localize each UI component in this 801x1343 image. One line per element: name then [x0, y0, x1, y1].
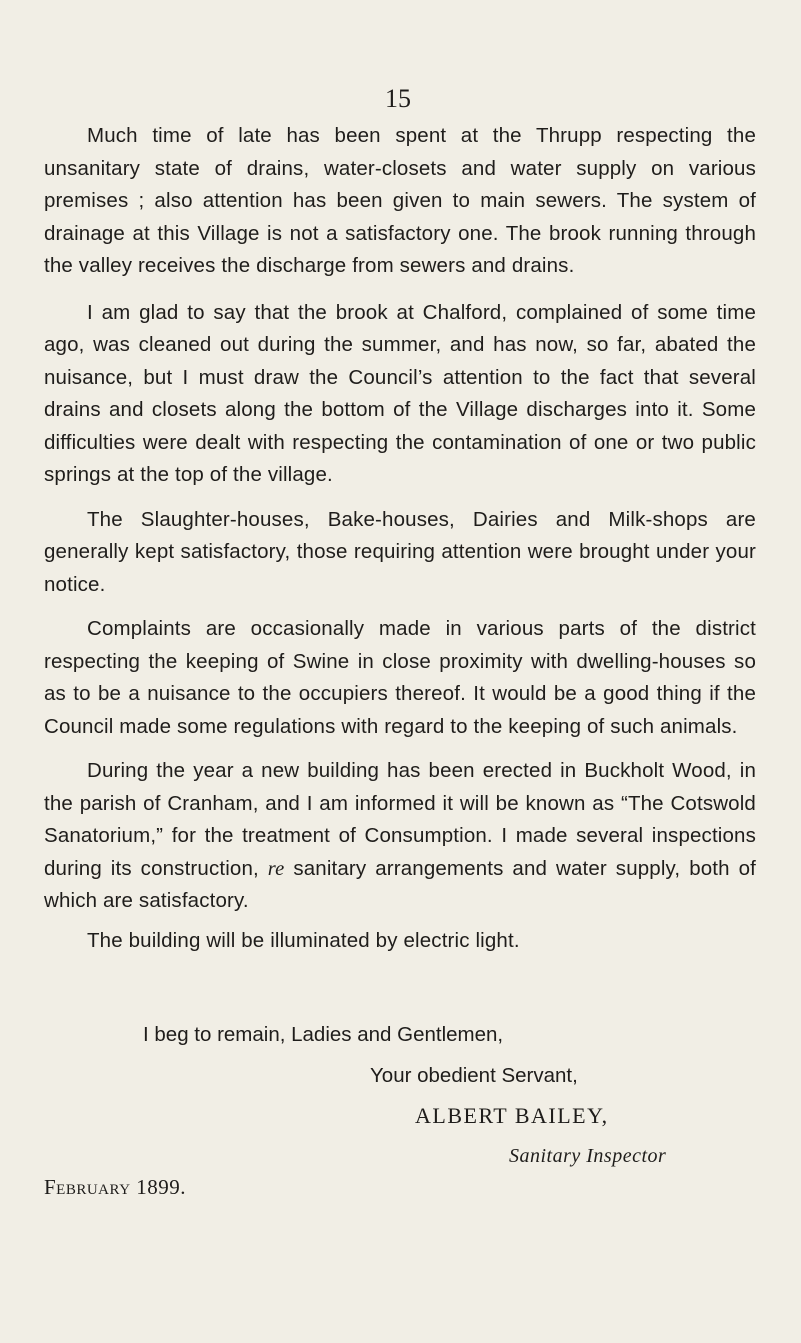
paragraph-electric-light: The building will be illuminated by electric light. — [87, 928, 520, 952]
paragraph-thrupp-drainage: Much time of late has been spent at the Thrupp respecting the unsanitary state of drains, water-closets and water supply on various premises ; also attention has been given to main sewers. The system of drainage at this Village is not a satisfactory one. The brook running through the valley receives the discharge from sewers and drains. — [44, 124, 756, 277]
paragraph-swine-complaints: Complaints are occasionally made in various parts of the district respecting the keeping of Swine in close proximity with dwelling-houses so as to be a nuisance to the occupiers thereof. It would be a good thing if the Council made some regulations with regard to the keeping of such animals. — [44, 617, 756, 738]
report-body — [44, 120, 756, 957]
sanatorium-text-start: During the year a new building has been erected in Buckholt Wood, in the parish of Cranham, and I am informed it will be known as “The Cotswold Sanatorium,” for the treatment of Consumption. I made several inspections during its construction, — [44, 759, 756, 880]
closing-servant: Your obedient Servant, — [370, 1064, 578, 1087]
paragraph-chalford-brook: I am glad to say that the brook at Chalford, complained of some time ago, was cleaned out during the summer, and has now, so far, abated the nuisance, but I must draw the Council’s attention to the fact that several drains and closets along the bottom of the Village discharges into it. Some difficulties were dealt with respecting the contamination of one or two public springs at the top of the village. — [44, 300, 756, 486]
signature-name: ALBERT BAILEY, — [415, 1103, 609, 1128]
signature-title: Sanitary Inspector — [509, 1145, 667, 1167]
closing-remain: I beg to remain, Ladies and Gentlemen, — [143, 1023, 504, 1046]
sanatorium-re-italic: re — [267, 857, 285, 880]
paragraph-slaughter-houses: The Slaughter-houses, Bake-houses, Dairies and Milk-shops are generally kept satisfactory, those requiring attention were brought under your notice. — [44, 507, 756, 596]
page-number: 15 — [385, 84, 411, 113]
paragraph-sanatorium — [44, 755, 756, 918]
report-date: February 1899. — [44, 1175, 187, 1199]
sanatorium-text-end: sanitary arrangements and water supply, both of which are satisfactory. — [44, 856, 757, 912]
